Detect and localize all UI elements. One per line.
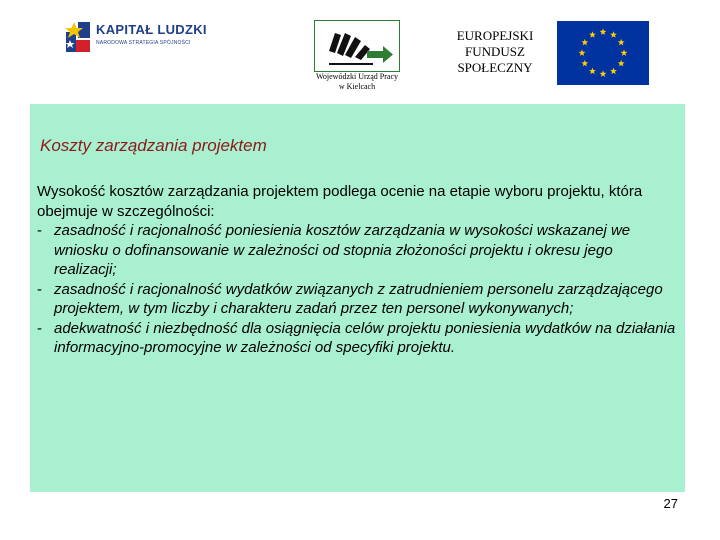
efs-line2: FUNDUSZ: [465, 44, 525, 59]
eu-star-icon: [610, 68, 617, 75]
list-item-text: zasadność i racjonalność poniesienia kosztów zarządzania w wysokości wskazanej we wniosku o dofinansowanie w zależności od stopnia złożoności projektu i okresu jego realizacji;: [54, 222, 631, 278]
eu-star-icon: [579, 49, 586, 56]
kapital-ludzki-logo: [64, 18, 207, 58]
bullet-marker: -: [37, 222, 42, 239]
list-item: [37, 221, 677, 280]
efs-label: [440, 28, 550, 76]
wup-caption-line1: Wojewódzki Urząd Pracy: [316, 72, 398, 81]
bullet-marker: -: [37, 280, 42, 298]
eu-star-icon: [618, 39, 625, 46]
eu-flag-icon: [557, 21, 649, 85]
wup-caption-line2: w Kielcach: [338, 82, 376, 91]
eu-star-icon: [600, 70, 607, 77]
wup-caption: [296, 72, 418, 92]
intro-paragraph: Wysokość kosztów zarządzania projektem podlega ocenie na etapie wyboru projektu, która obejmuje w szczególności:: [37, 183, 643, 220]
eu-star-icon: [581, 39, 588, 46]
page-number: 27: [663, 496, 678, 511]
kapital-ludzki-title: KAPITAŁ LUDZKI: [96, 22, 207, 37]
list-item: [37, 319, 677, 358]
slide-body: [37, 182, 677, 358]
eu-flag: [557, 21, 649, 85]
bullet-marker: -: [37, 319, 42, 337]
wup-cards-arrow-icon: [315, 21, 399, 71]
kapital-ludzki-subtitle: NARODOWA STRATEGIA SPÓJNOŚCI: [96, 40, 191, 46]
list-item: [37, 280, 677, 319]
eu-star-icon: [589, 31, 596, 38]
eu-star-icon: [621, 49, 628, 56]
eu-star-icon: [600, 28, 607, 35]
kapital-ludzki-star-icon: [64, 18, 92, 54]
eu-star-icon: [589, 68, 596, 75]
wup-logo: [314, 20, 400, 72]
list-item-text: adekwatność i niezbędność dla osiągnięcia celów projektu poniesienia wydatków na działania informacyjno-promocyjne w zależności od specyfiki projektu.: [54, 319, 676, 356]
slide-heading: Koszty zarządzania projektem: [40, 136, 267, 155]
eu-star-icon: [610, 31, 617, 38]
eu-star-icon: [581, 60, 588, 67]
efs-line1: EUROPEJSKI: [456, 28, 534, 43]
efs-line3: SPOŁECZNY: [457, 60, 533, 75]
list-item-text: zasadność i racjonalność wydatków związanych z zatrudnieniem personelu zarządzającego projektem, w tym liczby i charakteru zadań przez ten personel wykonywanych;: [54, 280, 663, 317]
eu-star-icon: [618, 60, 625, 67]
